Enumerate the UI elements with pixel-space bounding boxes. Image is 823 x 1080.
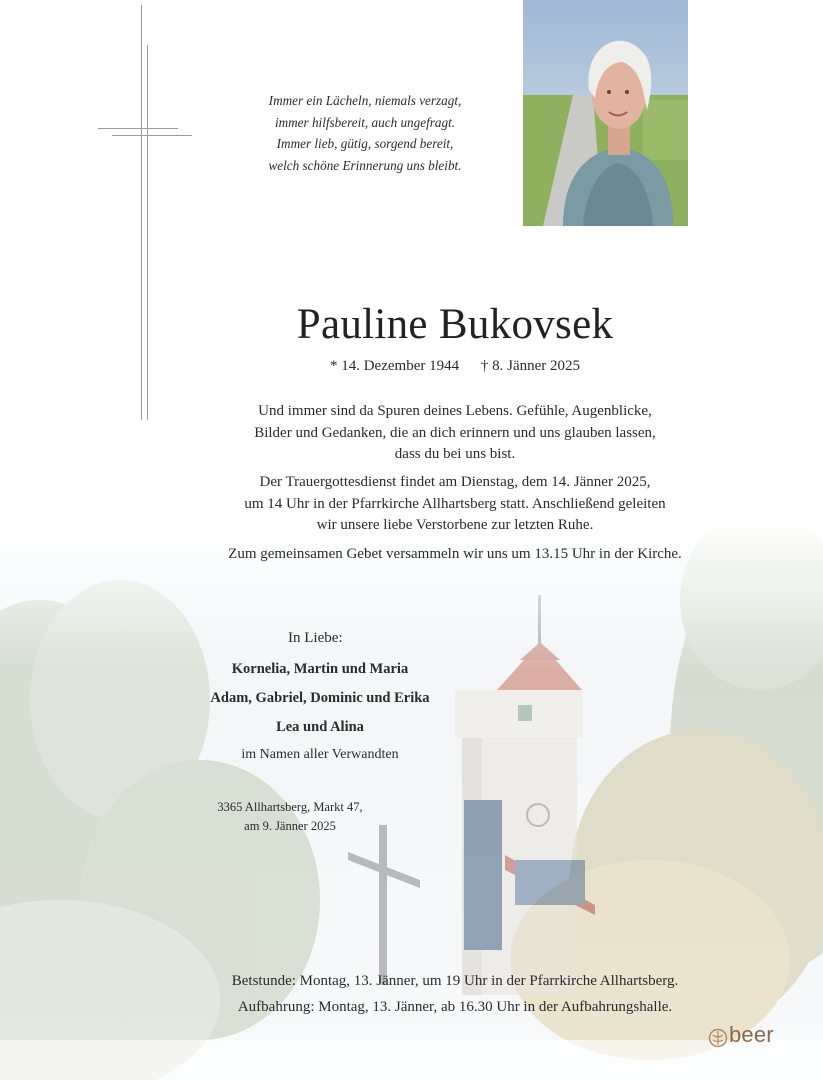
poem-line: welch schöne Erinnerung uns bleibt.: [268, 157, 462, 173]
poem-line: Immer ein Lächeln, niemals verzagt,: [268, 93, 462, 108]
poem-line: immer hilfsbereit, auch ungefragt.: [274, 114, 456, 130]
memorial-line: Und immer sind da Spuren deines Lebens. Gefühle, Augenblicke,: [258, 403, 652, 419]
poem: [230, 90, 500, 176]
leaf-icon: [708, 1028, 728, 1048]
funeral-line: um 14 Uhr in der Pfarrkirche Allhartsberg statt. Anschließend geleiten: [244, 495, 666, 512]
cross-horizontal-line-2: [112, 135, 192, 136]
poem-line: Immer lieb, gütig, sorgend bereit,: [276, 136, 454, 151]
cross-horizontal-line: [98, 128, 178, 129]
family-line: Lea und Alina: [276, 719, 364, 735]
family-line: Adam, Gabriel, Dominic und Erika: [210, 690, 430, 706]
funeral-service-text: [140, 472, 770, 537]
address-line: 3365 Allhartsberg, Markt 47,: [217, 800, 363, 814]
life-dates: [0, 358, 823, 375]
funeral-line: Der Trauergottesdienst findet am Dienstag, dem 14. Jänner 2025,: [259, 474, 651, 490]
birth-date: * 14. Dezember 1944: [329, 358, 460, 374]
family-line: Kornelia, Martin und Maria: [231, 661, 409, 677]
viewing-notice: Aufbahrung: Montag, 13. Jänner, ab 16.30 Uhr in der Aufbahrungshalle.: [237, 999, 673, 1015]
address-block: [200, 798, 380, 836]
prayer-gathering-text: [140, 544, 770, 566]
address-date: am 9. Jänner 2025: [244, 819, 336, 833]
portrait-photo: [523, 0, 688, 226]
memorial-text: [140, 401, 770, 466]
prayer-hour-notice: Betstunde: Montag, 13. Jänner, um 19 Uhr in der Pfarrkirche Allhartsberg.: [231, 973, 679, 989]
beer-logo: [708, 1022, 788, 1051]
memorial-line: Bilder und Gedanken, die an dich erinnern und uns glauben lassen,: [254, 424, 656, 441]
deceased-name: Pauline Bukovsek: [296, 301, 614, 348]
memorial-line: dass du bei uns bist.: [394, 446, 516, 462]
prayer-line: Zum gemeinsamen Gebet versammeln wir uns um 13.15 Uhr in der Kirche.: [228, 546, 682, 562]
funeral-line: wir unsere liebe Verstorbene zur letzten Ruhe.: [316, 517, 594, 533]
relatives-line: im Namen aller Verwandten: [241, 747, 399, 762]
death-date: † 8. Jänner 2025: [480, 358, 581, 374]
in-love-heading: In Liebe:: [288, 630, 343, 646]
logo-text: beer: [729, 1022, 774, 1047]
